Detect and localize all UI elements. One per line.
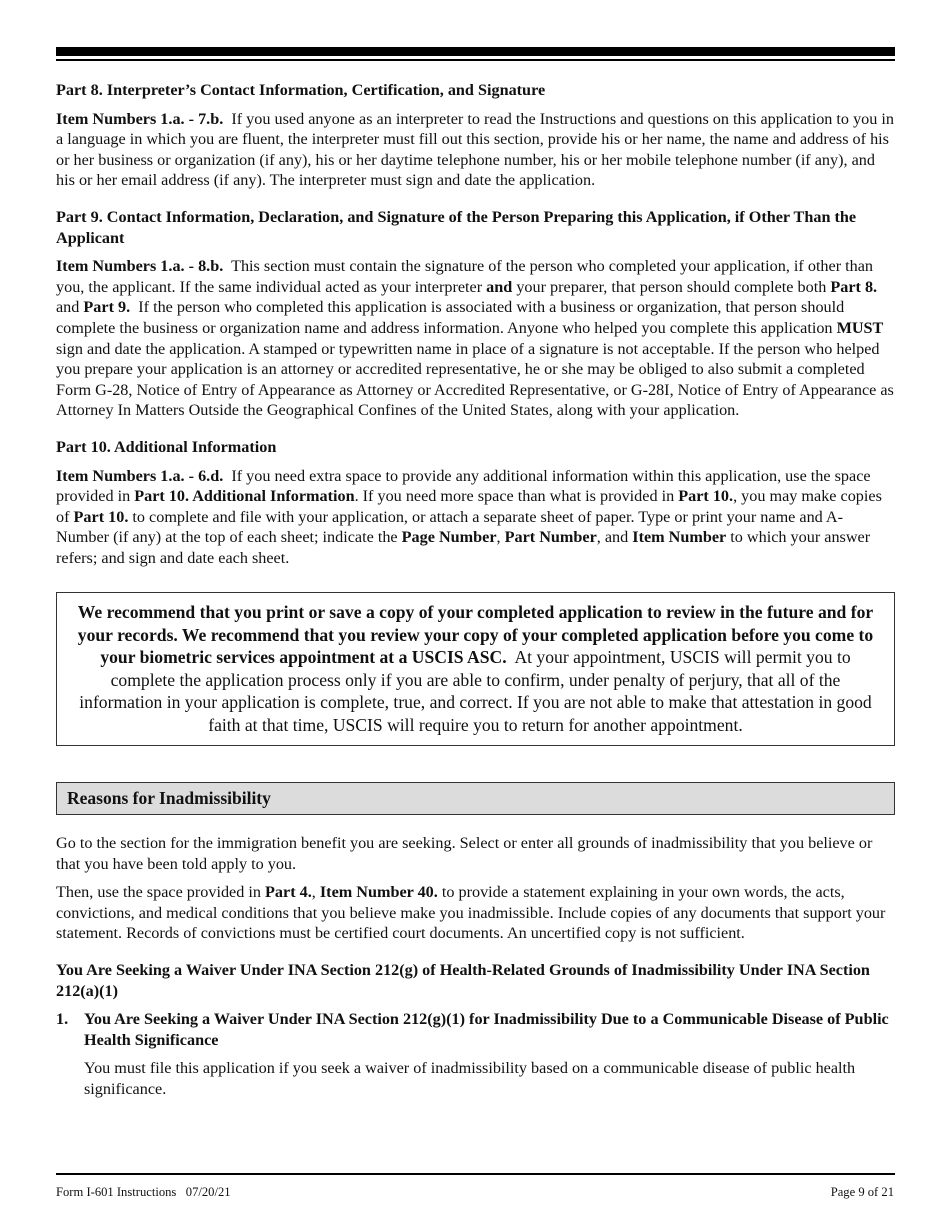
recommendation-notice-box xyxy=(56,592,895,746)
part10-text-5: , xyxy=(496,528,501,547)
footer-form-label: Form I-601 Instructions 07/20/21 xyxy=(56,1185,231,1199)
part10-bold-5: Part Number xyxy=(504,528,597,547)
part9-text-4: If the person who completed this application is associated with a business or organization, that person should complete the business or organization name and address information. Anyone who helped you complete this application xyxy=(56,298,845,337)
page-content xyxy=(56,80,895,1116)
part9-bold-part9: Part 9. xyxy=(83,298,131,317)
notice-text: At your appointment, USCIS will permit you to complete the application process only if you are able to confirm, under penalty of perjury, that all of the information in your application is complete, true, and correct. If you are not able to make that attestation in good faith at that time, USCIS will require you to return for another appointment. xyxy=(79,647,872,735)
part10-bold-4: Page Number xyxy=(401,528,497,547)
part9-text-1: This section must contain the signature of the person who completed your application, if other than you, the applicant. If the same individual acted as your interpreter xyxy=(56,257,874,296)
part9-paragraph xyxy=(56,256,895,421)
part10-text-1: If you need extra space to provide any additional information within this application, use the space provided in xyxy=(56,466,871,506)
footer-page-number: Page 9 of 21 xyxy=(830,1185,894,1199)
part10-bold-1: Part 10. Additional Information xyxy=(134,487,355,506)
part10-bold-3: Part 10. xyxy=(73,507,129,526)
part9-bold-and: and xyxy=(486,277,513,296)
part8-item-label: Item Numbers 1.a. - 7.b. xyxy=(56,109,224,128)
reasons-banner: Reasons for Inadmissibility xyxy=(56,782,895,815)
part10-text-2: . If you need more space than what is provided in xyxy=(354,487,675,506)
reasons-p2-text-3: to provide a statement explaining in your own words, the acts, convictions, and medical conditions that you believe make you inadmissible. Include copies of any documents that support your statement. Records of convictions must be certified court documents. An uncertified copy is not sufficient. xyxy=(56,883,886,943)
reasons-p2-text-1: Then, use the space provided in xyxy=(56,883,261,902)
part10-bold-2: Part 10. xyxy=(678,487,734,506)
item-body xyxy=(84,1009,895,1107)
header-rule-thick xyxy=(56,47,895,56)
item-heading: You Are Seeking a Waiver Under INA Section 212(g)(1) for Inadmissibility Due to a Communicable Disease of Public Health Significance xyxy=(84,1010,889,1049)
part8-heading: Part 8. Interpreter’s Contact Information, Certification, and Signature xyxy=(56,81,546,99)
reasons-p2-bold-2: Item Number 40. xyxy=(319,883,438,902)
footer-rule xyxy=(56,1173,895,1175)
reasons-p2-text-2: , xyxy=(311,883,316,902)
part10-paragraph xyxy=(56,466,895,569)
list-item xyxy=(56,1009,895,1107)
part8-section xyxy=(56,80,895,191)
part10-text-7: to which your answer refers; and sign and date each sheet. xyxy=(56,528,871,567)
reasons-p2-bold-1: Part 4. xyxy=(265,883,312,902)
header-rule-thin xyxy=(56,59,895,61)
notice-bold-text: We recommend that you print or save a copy of your completed application to review in the future and for your records. We recommend that you review your copy of your completed application before you come to your biometric services appointment at a USCIS ASC. xyxy=(77,602,874,668)
reasons-paragraph-2 xyxy=(56,882,895,944)
part9-text-5: sign and date the application. A stamped or typewritten name in place of a signature is not acceptable. If the person who helped you prepare your application is an attorney or accredited representative, he or she may be obliged to also submit a completed Form G-28, Notice of Entry of Appearance as Attorney or Accredited Representative, or G-28I, Notice of Entry of Appearance as Attorney In Matters Outside the Geographical Confines of the United States, along with your application. xyxy=(56,339,894,420)
part9-text-3: and xyxy=(56,298,80,317)
part9-bold-part8: Part 8. xyxy=(830,277,878,296)
part10-bold-6: Item Number xyxy=(632,528,727,547)
part8-paragraph xyxy=(56,109,895,191)
part9-bold-must: MUST xyxy=(836,318,884,337)
item-text: You must file this application if you seek a waiver of inadmissibility based on a communicable disease of public health significance. xyxy=(84,1059,856,1098)
part10-text-6: , and xyxy=(596,528,629,547)
item-number: 1. xyxy=(56,1010,69,1029)
part10-section xyxy=(56,437,895,569)
part9-item-label: Item Numbers 1.a. - 8.b. xyxy=(56,257,224,276)
part9-heading: Part 9. Contact Information, Declaration, and Signature of the Person Preparing this Application, if Other Than the Applicant xyxy=(56,207,857,247)
reasons-paragraph-1: Go to the section for the immigration benefit you are seeking. Select or enter all grounds of inadmissibility that you believe or that you have been told apply to you. xyxy=(56,834,873,873)
part9-section xyxy=(56,207,895,421)
part10-text-4: to complete and file with your application, or attach a separate sheet of paper. Type or print your name and A-Number (if any) at the top of each sheet; indicate the xyxy=(56,507,843,547)
part10-heading: Part 10. Additional Information xyxy=(56,437,277,456)
part8-text: If you used anyone as an interpreter to read the Instructions and questions on this application to you in a language in which you are fluent, the interpreter must fill out this section, provide his or her name, the name and address of his or her business or organization (if any), his or her daytime telephone number, his or her mobile telephone number (if any), and his or her email address (if any). The interpreter must sign and date the application. xyxy=(56,109,894,190)
part10-item-label: Item Numbers 1.a. - 6.d. xyxy=(56,466,224,485)
part9-text-2: your preparer, that person should complete both xyxy=(516,277,827,296)
part10-text-3: , you may make copies of xyxy=(56,487,882,526)
waiver-subheading: You Are Seeking a Waiver Under INA Section 212(g) of Health-Related Grounds of Inadmissibility Under INA Section 212(a)(1) xyxy=(56,961,870,1000)
